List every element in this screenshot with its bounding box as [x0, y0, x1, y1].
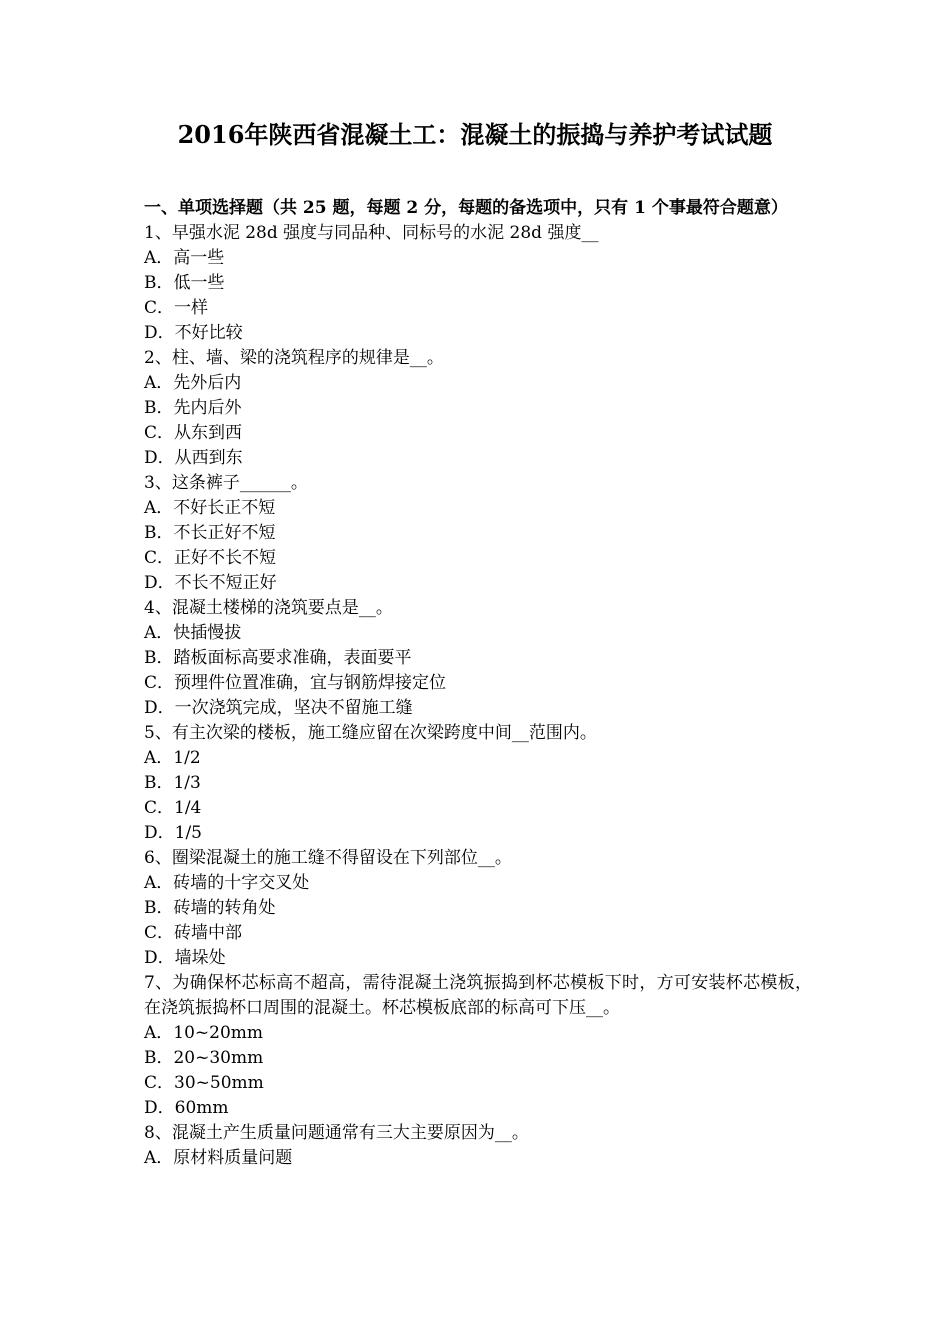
option-c: C．一样: [144, 298, 209, 318]
question-3: [144, 471, 812, 596]
question-8: [144, 1121, 812, 1171]
document-body: [144, 196, 812, 1171]
option-a: A．原材料质量问题: [144, 1148, 293, 1168]
option-c: C．预埋件位置准确，宜与钢筋焊接定位: [144, 673, 447, 693]
option-c: C．正好不长不短: [144, 548, 277, 568]
option-c: C．30~50mm: [144, 1073, 264, 1093]
option-a: A．砖墙的十字交叉处: [144, 873, 310, 893]
option-b: B．踏板面标高要求准确，表面要平: [144, 648, 412, 668]
option-b: B．低一些: [144, 273, 225, 293]
option-a: A．1/2: [144, 748, 201, 768]
question-stem: 1、早强水泥 28d 强度与同品种、同标号的水泥 28d 强度__: [144, 223, 599, 243]
option-c: C．从东到西: [144, 423, 243, 443]
option-d: D．不好比较: [144, 323, 243, 343]
option-c: C．砖墙中部: [144, 923, 243, 943]
option-d: D．1/5: [144, 823, 202, 843]
option-c: C．1/4: [144, 798, 202, 818]
question-6: [144, 846, 812, 971]
option-d: D．60mm: [144, 1098, 229, 1118]
option-d: D．墙垛处: [144, 948, 226, 968]
question-stem: 2、柱、墙、梁的浇筑程序的规律是__。: [144, 348, 444, 368]
question-1: [144, 221, 812, 346]
option-b: B．先内后外: [144, 398, 242, 418]
question-stem: 4、混凝土楼梯的浇筑要点是__。: [144, 598, 393, 618]
option-a: A．快插慢拔: [144, 623, 242, 643]
question-stem: 7、为确保杯芯标高不超高，需待混凝土浇筑振捣到杯芯模板下时，方可安装杯芯模板，在浇筑振捣杯口周围的混凝土。杯芯模板底部的标高可下压__。: [144, 973, 812, 1018]
option-d: D．一次浇筑完成，坚决不留施工缝: [144, 698, 413, 718]
document-title: 2016年陕西省混凝土工：混凝土的振捣与养护考试试题: [177, 120, 773, 149]
option-b: B．砖墙的转角处: [144, 898, 276, 918]
question-stem: 8、混凝土产生质量问题通常有三大主要原因为__。: [144, 1123, 529, 1143]
question-4: [144, 596, 812, 721]
option-d: D．不长不短正好: [144, 573, 277, 593]
option-b: B．20~30mm: [144, 1048, 264, 1068]
question-stem: 3、这条裤子______。: [144, 473, 308, 493]
option-a: A．10~20mm: [144, 1023, 264, 1043]
question-stem: 5、有主次梁的楼板，施工缝应留在次梁跨度中间__范围内。: [144, 723, 597, 743]
option-d: D．从西到东: [144, 448, 243, 468]
option-b: B．不长正好不短: [144, 523, 276, 543]
option-a: A．高一些: [144, 248, 225, 268]
option-a: A．先外后内: [144, 373, 242, 393]
section-heading: 一、单项选择题（共 25 题，每题 2 分，每题的备选项中，只有 1 个事最符合题意）: [144, 198, 788, 218]
option-b: B．1/3: [144, 773, 201, 793]
question-2: [144, 346, 812, 471]
question-stem: 6、圈梁混凝土的施工缝不得留设在下列部位__。: [144, 848, 512, 868]
question-7: [144, 971, 812, 1121]
option-a: A．不好长正不短: [144, 498, 276, 518]
question-5: [144, 721, 812, 846]
